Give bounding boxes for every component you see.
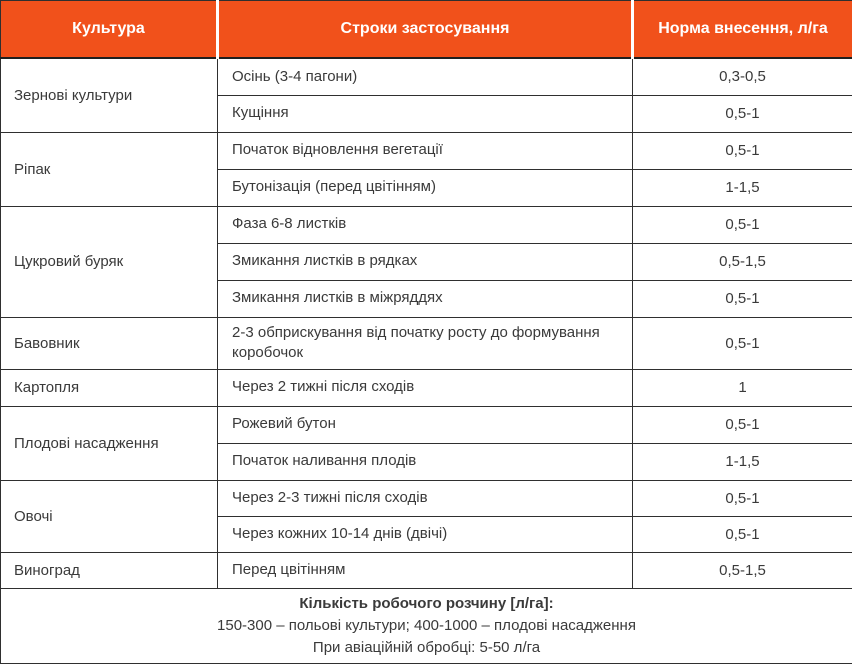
rate-cell: 1-1,5 <box>633 169 852 206</box>
rate-cell: 0,5-1 <box>633 280 852 317</box>
rate-cell: 0,5-1 <box>633 406 852 443</box>
period-cell: Через кожних 10-14 днів (двічі) <box>218 516 633 552</box>
rate-cell: 0,5-1,5 <box>633 243 852 280</box>
period-cell: Змикання листків в рядках <box>218 243 633 280</box>
period-cell: Фаза 6-8 листків <box>218 206 633 243</box>
period-cell: 2-3 обприскування від початку росту до формування коробочок <box>218 317 633 369</box>
culture-cell: Овочі <box>1 480 218 552</box>
working-solution-note <box>1 588 852 663</box>
period-cell: Змикання листків в міжряддях <box>218 280 633 317</box>
rate-cell: 0,3-0,5 <box>633 58 852 95</box>
period-cell: Початок відновлення вегетації <box>218 132 633 169</box>
culture-cell: Бавовник <box>1 317 218 369</box>
culture-cell: Плодові насадження <box>1 406 218 480</box>
rate-cell: 1 <box>633 369 852 406</box>
header-row <box>1 1 852 59</box>
rate-cell: 0,5-1 <box>633 516 852 552</box>
table-row <box>1 317 852 369</box>
rate-cell: 0,5-1 <box>633 206 852 243</box>
table-row <box>1 406 852 443</box>
period-cell: Через 2-3 тижні після сходів <box>218 480 633 516</box>
rate-cell: 0,5-1 <box>633 132 852 169</box>
period-cell: Рожевий бутон <box>218 406 633 443</box>
rate-cell: 0,5-1 <box>633 480 852 516</box>
rate-cell: 1-1,5 <box>633 443 852 480</box>
table-row <box>1 206 852 243</box>
period-cell: Бутонізація (перед цвітінням) <box>218 169 633 206</box>
culture-cell: Ріпак <box>1 132 218 206</box>
table-row <box>1 58 852 95</box>
table-row <box>1 132 852 169</box>
table-row <box>1 552 852 588</box>
table-row <box>1 480 852 516</box>
period-cell: Кущіння <box>218 95 633 132</box>
footer-line-field-crops: 150-300 – польові культури; 400-1000 – плодові насадження <box>11 615 842 637</box>
header-period: Строки застосування <box>218 1 633 59</box>
rate-cell: 0,5-1 <box>633 95 852 132</box>
rate-cell: 0,5-1,5 <box>633 552 852 588</box>
culture-cell: Зернові культури <box>1 58 218 132</box>
rate-cell: 0,5-1 <box>633 317 852 369</box>
culture-cell: Картопля <box>1 369 218 406</box>
period-cell: Перед цвітінням <box>218 552 633 588</box>
period-cell: Початок наливання плодів <box>218 443 633 480</box>
footer-title: Кількість робочого розчину [л/га]: <box>11 593 842 615</box>
period-cell: Через 2 тижні після сходів <box>218 369 633 406</box>
period-cell: Осінь (3-4 пагони) <box>218 58 633 95</box>
header-culture: Культура <box>1 1 218 59</box>
culture-cell: Виноград <box>1 552 218 588</box>
culture-cell: Цукровий буряк <box>1 206 218 317</box>
footer-line-aviation: При авіаційній обробці: 5-50 л/га <box>11 637 842 659</box>
table-row <box>1 369 852 406</box>
header-rate: Норма внесення, л/га <box>633 1 852 59</box>
footer-row <box>1 588 852 663</box>
